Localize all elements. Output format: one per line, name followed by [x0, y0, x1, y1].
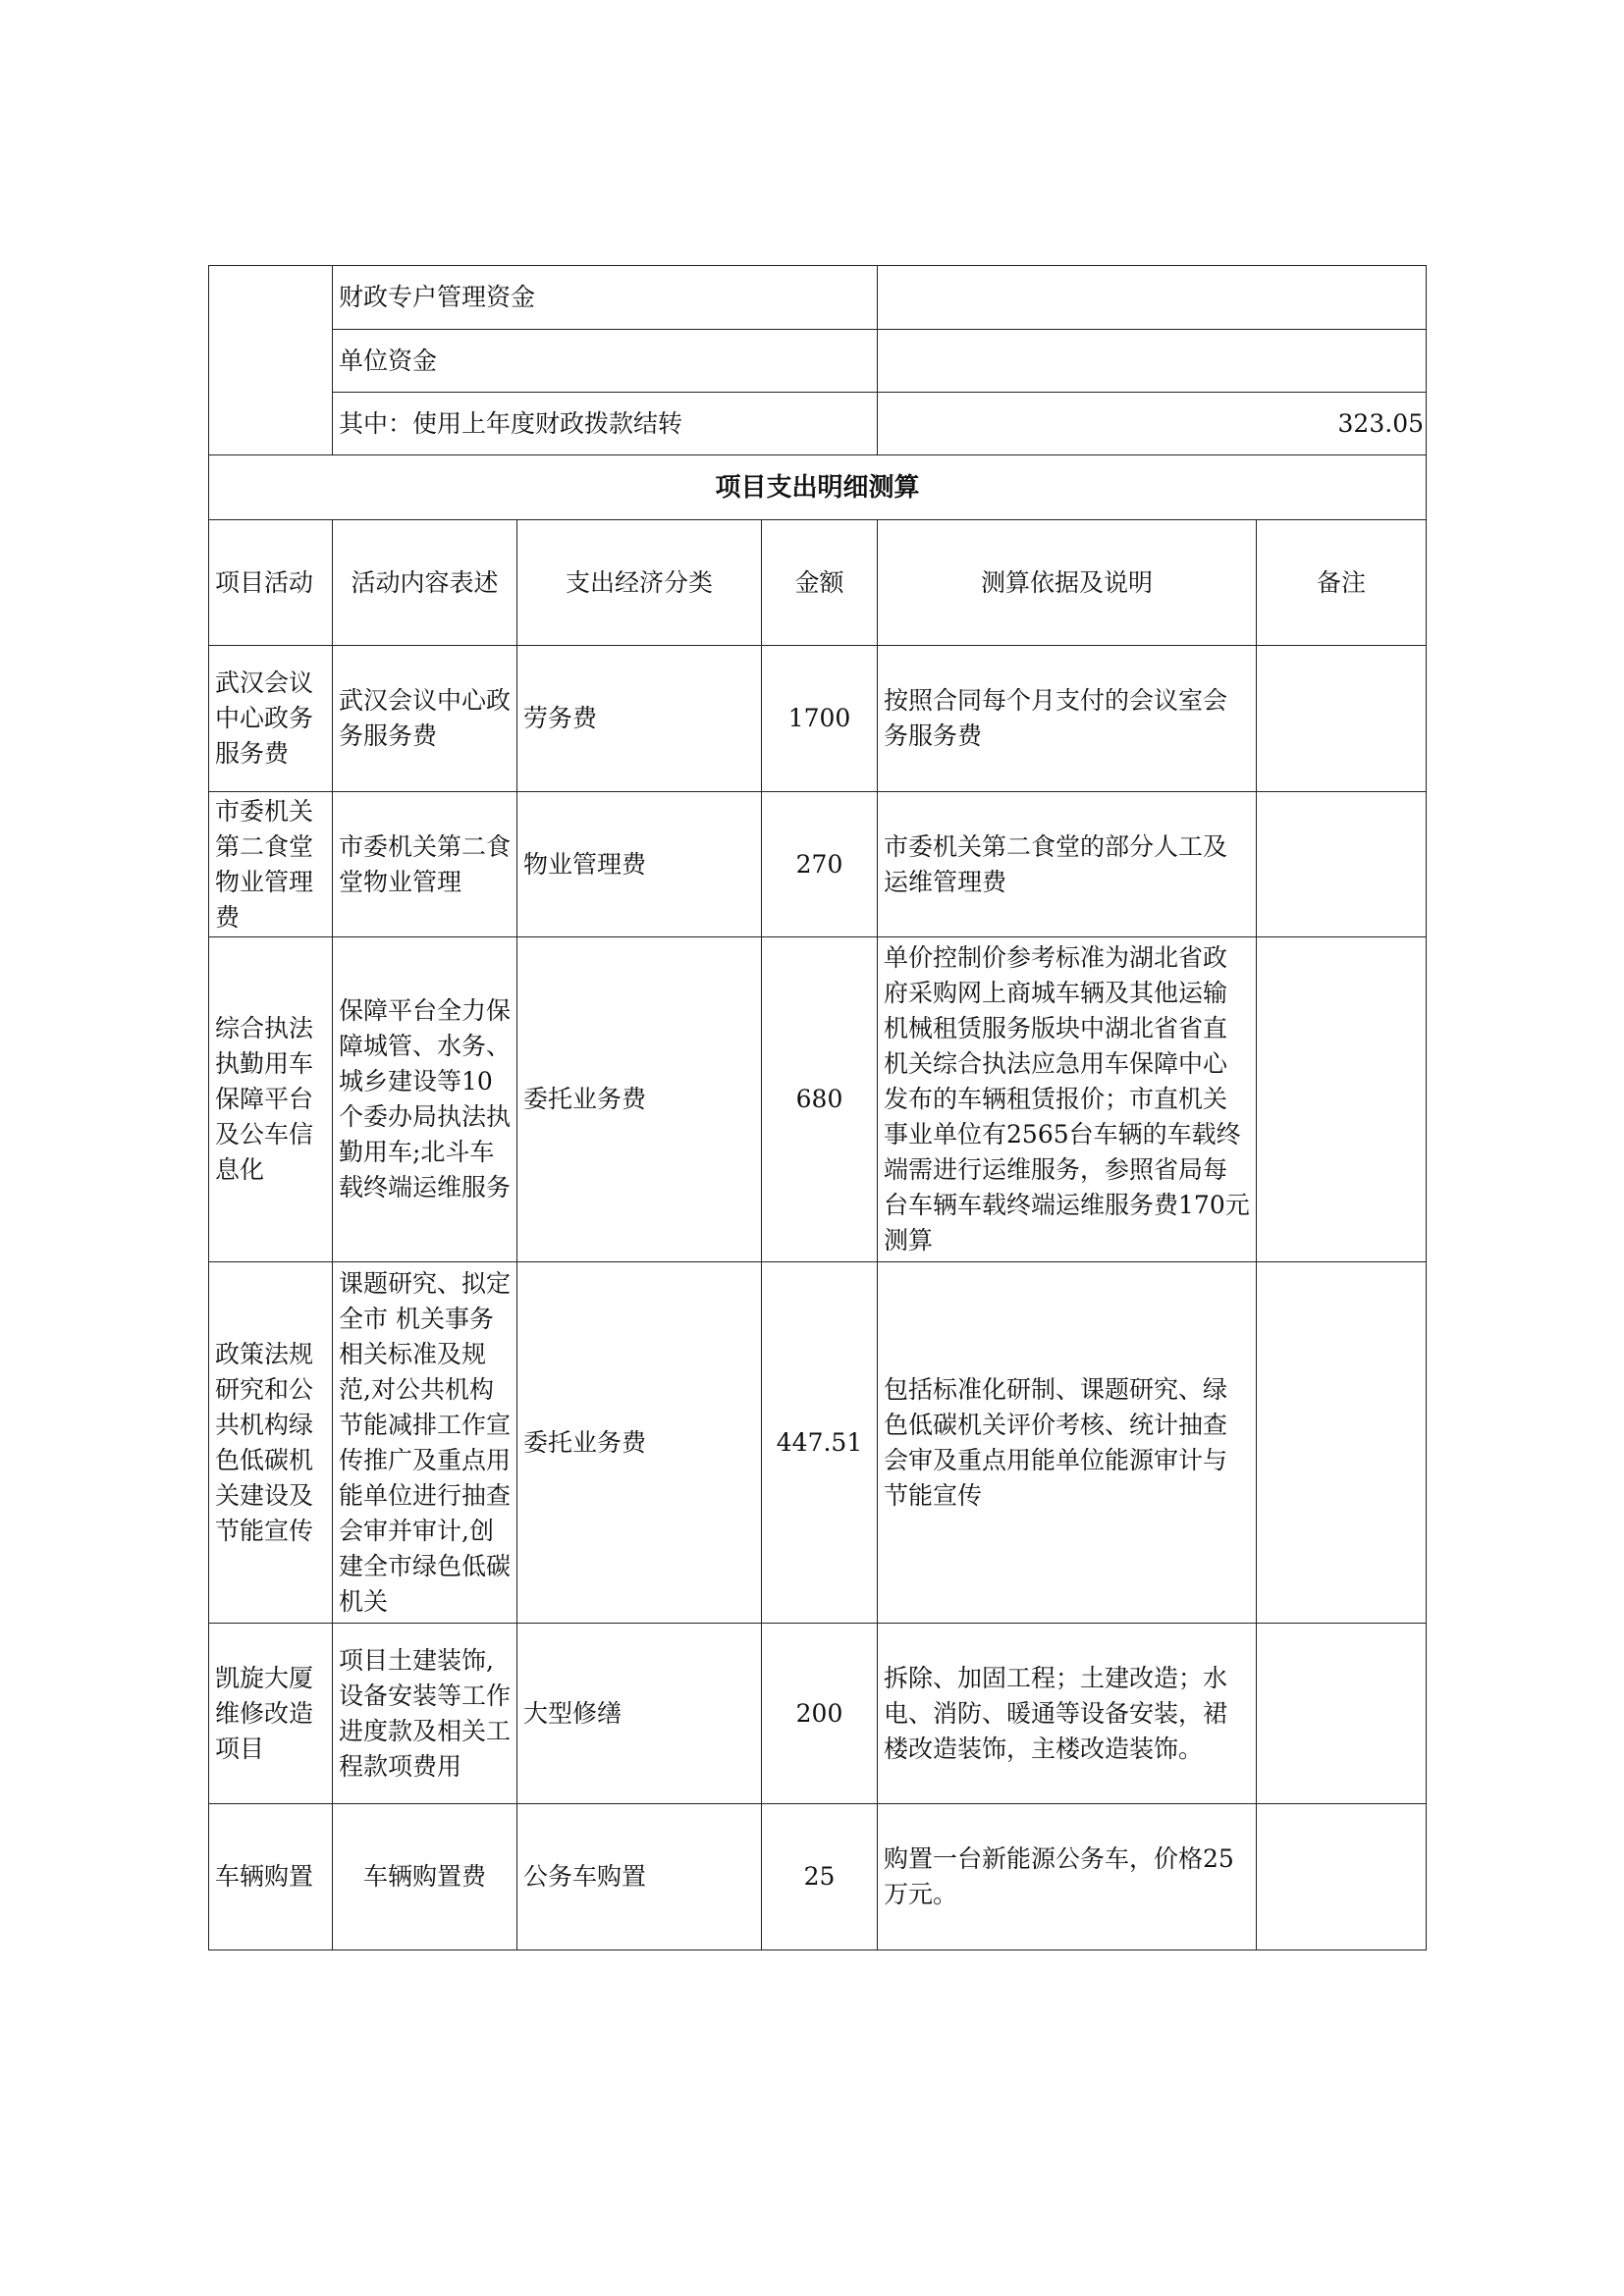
- budget-table: [208, 265, 1427, 1950]
- cell-amount: 25: [762, 1804, 878, 1950]
- cell-content: 保障平台全力保障城管、水务、城乡建设等10个委办局执法执勤用车;北斗车载终端运维服务: [333, 937, 517, 1262]
- cell-basis: 市委机关第二食堂的部分人工及运维管理费: [878, 792, 1257, 937]
- cell-remark: [1257, 646, 1427, 792]
- table-row: [209, 1262, 1427, 1624]
- funding-value: 323.05: [878, 393, 1427, 455]
- section-title: 项目支出明细测算: [209, 455, 1427, 520]
- funding-blank-cell: [209, 266, 333, 455]
- column-header-content: 活动内容表述: [333, 520, 517, 646]
- cell-activity: 凯旋大厦维修改造项目: [209, 1624, 333, 1804]
- table-row: [209, 792, 1427, 937]
- column-header-row: [209, 520, 1427, 646]
- table-row: [209, 1624, 1427, 1804]
- column-header-category: 支出经济分类: [517, 520, 762, 646]
- funding-value: [878, 330, 1427, 393]
- cell-activity: 车辆购置: [209, 1804, 333, 1950]
- cell-basis: 拆除、加固工程；土建改造；水电、消防、暖通等设备安装，裙楼改造装饰，主楼改造装饰。: [878, 1624, 1257, 1804]
- cell-category: 委托业务费: [517, 937, 762, 1262]
- cell-content: 市委机关第二食堂物业管理: [333, 792, 517, 937]
- cell-remark: [1257, 792, 1427, 937]
- cell-activity: 政策法规研究和公共机构绿色低碳机关建设及节能宣传: [209, 1262, 333, 1624]
- cell-basis: 按照合同每个月支付的会议室会务服务费: [878, 646, 1257, 792]
- funding-row: [209, 330, 1427, 393]
- cell-basis: 包括标准化研制、课题研究、绿色低碳机关评价考核、统计抽查会审及重点用能单位能源审计与节能宣传: [878, 1262, 1257, 1624]
- table-row: [209, 937, 1427, 1262]
- funding-label: 财政专户管理资金: [333, 266, 878, 330]
- cell-activity: 综合执法执勤用车保障平台及公车信息化: [209, 937, 333, 1262]
- cell-amount: 200: [762, 1624, 878, 1804]
- column-header-basis: 测算依据及说明: [878, 520, 1257, 646]
- funding-label: 其中：使用上年度财政拨款结转: [333, 393, 878, 455]
- cell-activity: 武汉会议中心政务服务费: [209, 646, 333, 792]
- cell-content: 项目土建装饰,设备安装等工作进度款及相关工程款项费用: [333, 1624, 517, 1804]
- cell-content: 车辆购置费: [333, 1804, 517, 1950]
- cell-amount: 1700: [762, 646, 878, 792]
- cell-content: 课题研究、拟定全市 机关事务相关标准及规范,对公共机构节能减排工作宣传推广及重点用能单位进行抽查会审并审计,创建全市绿色低碳机关: [333, 1262, 517, 1624]
- column-header-amount: 金额: [762, 520, 878, 646]
- cell-amount: 447.51: [762, 1262, 878, 1624]
- table-row: [209, 646, 1427, 792]
- table-row: [209, 1804, 1427, 1950]
- section-title-row: [209, 455, 1427, 520]
- cell-category: 劳务费: [517, 646, 762, 792]
- column-header-activity: 项目活动: [209, 520, 333, 646]
- cell-basis: 购置一台新能源公务车，价格25万元。: [878, 1804, 1257, 1950]
- cell-category: 委托业务费: [517, 1262, 762, 1624]
- funding-label: 单位资金: [333, 330, 878, 393]
- cell-amount: 680: [762, 937, 878, 1262]
- cell-remark: [1257, 1804, 1427, 1950]
- cell-basis: 单价控制价参考标准为湖北省政府采购网上商城车辆及其他运输机械租赁服务版块中湖北省省直机关综合执法应急用车保障中心发布的车辆租赁报价；市直机关事业单位有2565台车辆的车载终端需进行运维服务，参照省局每台车辆车载终端运维服务费170元测算: [878, 937, 1257, 1262]
- cell-category: 物业管理费: [517, 792, 762, 937]
- cell-remark: [1257, 937, 1427, 1262]
- cell-category: 大型修缮: [517, 1624, 762, 1804]
- cell-remark: [1257, 1624, 1427, 1804]
- cell-category: 公务车购置: [517, 1804, 762, 1950]
- funding-row: [209, 393, 1427, 455]
- cell-amount: 270: [762, 792, 878, 937]
- cell-content: 武汉会议中心政务服务费: [333, 646, 517, 792]
- cell-remark: [1257, 1262, 1427, 1624]
- cell-activity: 市委机关第二食堂物业管理费: [209, 792, 333, 937]
- column-header-remark: 备注: [1257, 520, 1427, 646]
- funding-row: [209, 266, 1427, 330]
- funding-value: [878, 266, 1427, 330]
